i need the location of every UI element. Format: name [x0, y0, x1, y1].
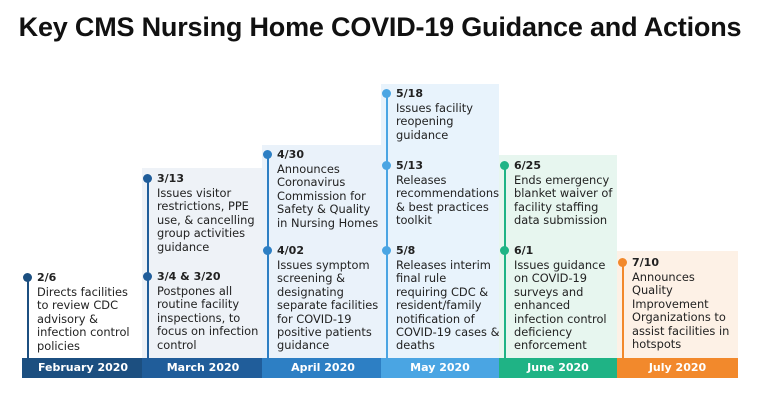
- month-label: May 2020: [381, 358, 499, 378]
- event-marker-dot: [143, 272, 152, 281]
- chart-title: Key CMS Nursing Home COVID-19 Guidance and Actions: [18, 12, 742, 42]
- timeline-connector: [386, 93, 388, 358]
- month-label: February 2020: [22, 358, 144, 378]
- month-label: June 2020: [499, 358, 617, 378]
- month-label: April 2020: [262, 358, 384, 378]
- event-marker-dot: [263, 150, 272, 159]
- month-column-5: [499, 155, 617, 358]
- event-marker-dot: [23, 273, 32, 282]
- month-column-4: [381, 84, 499, 358]
- event-description: Announces Quality Improvement Organizations to assist facilities in hotspots: [632, 270, 730, 352]
- event-marker-dot: [143, 174, 152, 183]
- event-marker-dot: [382, 161, 391, 170]
- timeline-connector: [622, 262, 624, 358]
- month-column-2: [142, 168, 264, 358]
- event-description: Issues visitor restrictions, PPE use, & cancelling group activities guidance: [157, 186, 255, 254]
- timeline-connector: [147, 178, 149, 358]
- event-marker-dot: [382, 246, 391, 255]
- event-date: 6/1: [514, 244, 534, 257]
- event-description: Releases recommendations & best practices toolkit: [396, 173, 500, 228]
- event-marker-dot: [500, 246, 509, 255]
- event-date: 6/25: [514, 159, 541, 172]
- event-description: Issues symptom screening & designating separate facilities for COVID-19 positive patients guidance: [277, 258, 379, 353]
- event-marker-dot: [382, 89, 391, 98]
- event-date: 5/13: [396, 159, 423, 172]
- event-description: Releases interim final rule requiring CDC & resident/family notification of COVID-19 cases & deaths: [396, 258, 500, 353]
- event-description: Directs facilities to review CDC advisory & infection control policies: [37, 285, 130, 353]
- event-description: Postpones all routine facility inspections, to focus on infection control: [157, 284, 259, 352]
- event-date: 7/10: [632, 256, 659, 269]
- event-date: 4/02: [277, 244, 304, 257]
- event-date: 5/18: [396, 87, 423, 100]
- timeline-connector: [267, 154, 269, 358]
- event-description: Ends emergency blanket waiver of facility staffing data submission: [514, 173, 613, 228]
- event-marker-dot: [618, 258, 627, 267]
- event-description: Issues facility reopening guidance: [396, 101, 473, 142]
- month-label: July 2020: [617, 358, 738, 378]
- month-column-1: [22, 268, 144, 358]
- event-date: 4/30: [277, 148, 304, 161]
- event-date: 3/4 & 3/20: [157, 270, 221, 283]
- event-date: 2/6: [37, 271, 57, 284]
- event-marker-dot: [263, 246, 272, 255]
- event-date: 3/13: [157, 172, 184, 185]
- event-description: Announces Coronavirus Commission for Safety & Quality in Nursing Homes: [277, 162, 379, 230]
- month-column-6: [617, 251, 738, 358]
- month-column-3: [262, 145, 384, 358]
- month-label: March 2020: [142, 358, 264, 378]
- timeline-connector: [27, 277, 29, 358]
- event-marker-dot: [500, 161, 509, 170]
- event-description: Issues guidance on COVID-19 surveys and enhanced infection control deficiency enforcement: [514, 258, 607, 353]
- event-date: 5/8: [396, 244, 416, 257]
- timeline-connector: [504, 165, 506, 358]
